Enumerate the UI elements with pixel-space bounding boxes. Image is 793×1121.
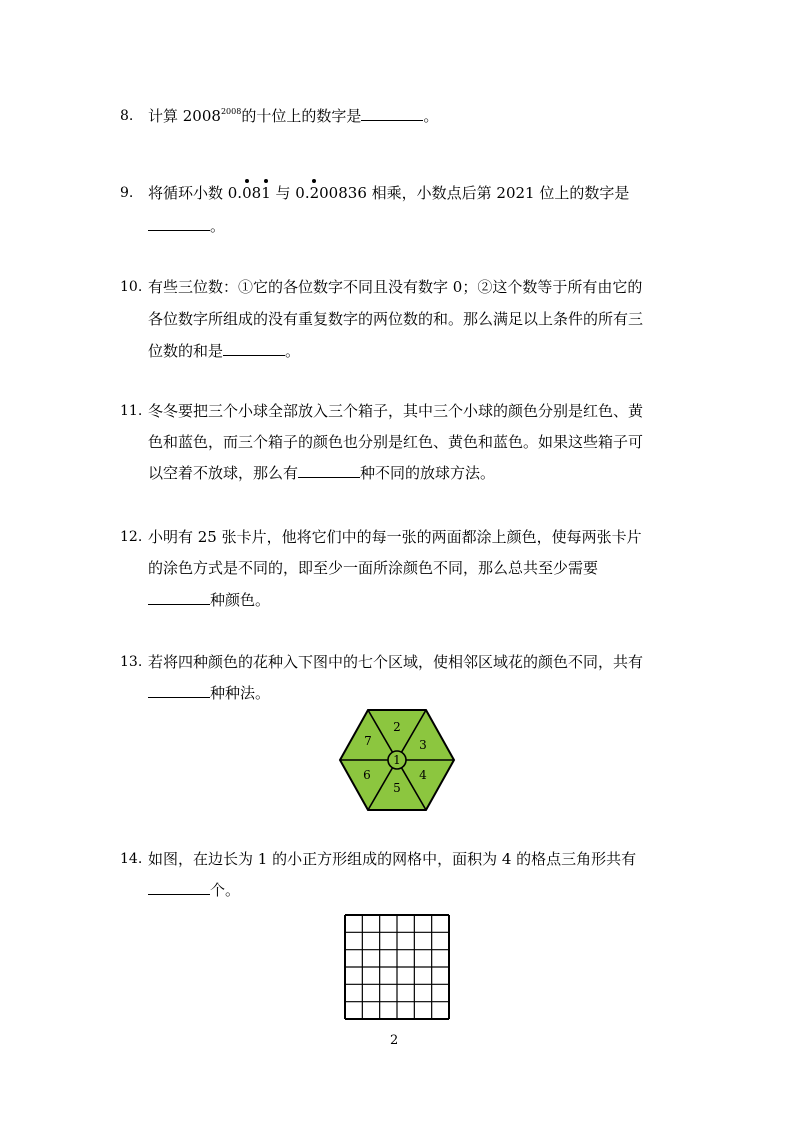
region-label: 2 [393,720,401,734]
answer-blank [148,217,210,231]
question-text: 种颜色。 [148,590,270,610]
page-number: 2 [390,1033,399,1048]
question-text: 种种法。 [148,683,270,703]
question-text: 有些三位数：①它的各位数字不同且没有数字 0；②这个数等于所有由它的 [148,278,643,296]
answer-blank [148,881,210,895]
question-text: 将循环小数 0.081 与 0.200836 相乘，小数点后第 2021 位上的数字是 [148,184,630,202]
question-text: 如图，在边长为 1 的小正方形组成的网格中，面积为 4 的格点三角形共有 [148,850,637,868]
answer-blank [361,107,423,121]
question-text: 各位数字所组成的没有重复数字的两位数的和。那么满足以上条件的所有三 [148,310,644,328]
region-label: 4 [419,768,427,782]
question-text: 若将四种颜色的花种入下图中的七个区域，使相邻区域花的颜色不同，共有 [148,653,644,671]
question-number: 11. [120,403,143,419]
answer-blank [298,464,360,478]
answer-blank [148,591,210,605]
question-text: 小明有 25 张卡片，他将它们中的每一张的两面都涂上颜色，使每两张卡片 [148,528,642,546]
region-label: 1 [393,753,401,767]
question-text: 个。 [148,880,240,900]
question-number: 8. [120,108,134,124]
question-text: 以空着不放球，那么有 种不同的放球方法。 [148,464,496,482]
repeating-digit: 0 [242,184,252,202]
question-number: 9. [120,185,134,201]
repeating-digit: 1 [261,184,271,202]
question-number: 12. [120,529,143,545]
grid-figure [344,914,450,1020]
question-number: 14. [120,851,143,867]
exponent: 2008 [220,107,242,116]
question-text: 冬冬要把三个小球全部放入三个箱子，其中三个小球的颜色分别是红色、黄 [148,402,644,420]
hexagon-figure [337,706,457,814]
question-number: 10. [120,279,143,295]
question-number: 13. [120,654,143,670]
repeating-digit: 2 [309,184,320,202]
region-label: 6 [363,768,371,782]
question-text: 位数的和是 。 [148,342,301,360]
question-text: 。 [148,216,225,236]
question-text: 计算 $2008^{2008}$的十位上的数字是 。 [148,107,439,125]
question-text: 的涂色方式是不同的，即至少一面所涂颜色不同，那么总共至少需要 [148,559,599,577]
region-label: 3 [419,738,427,752]
answer-blank [148,684,210,698]
region-label: 5 [393,781,401,795]
answer-blank [223,342,285,356]
question-text: 色和蓝色，而三个箱子的颜色也分别是红色、黄色和蓝色。如果这些箱子可 [148,433,644,451]
region-label: 7 [364,734,372,748]
